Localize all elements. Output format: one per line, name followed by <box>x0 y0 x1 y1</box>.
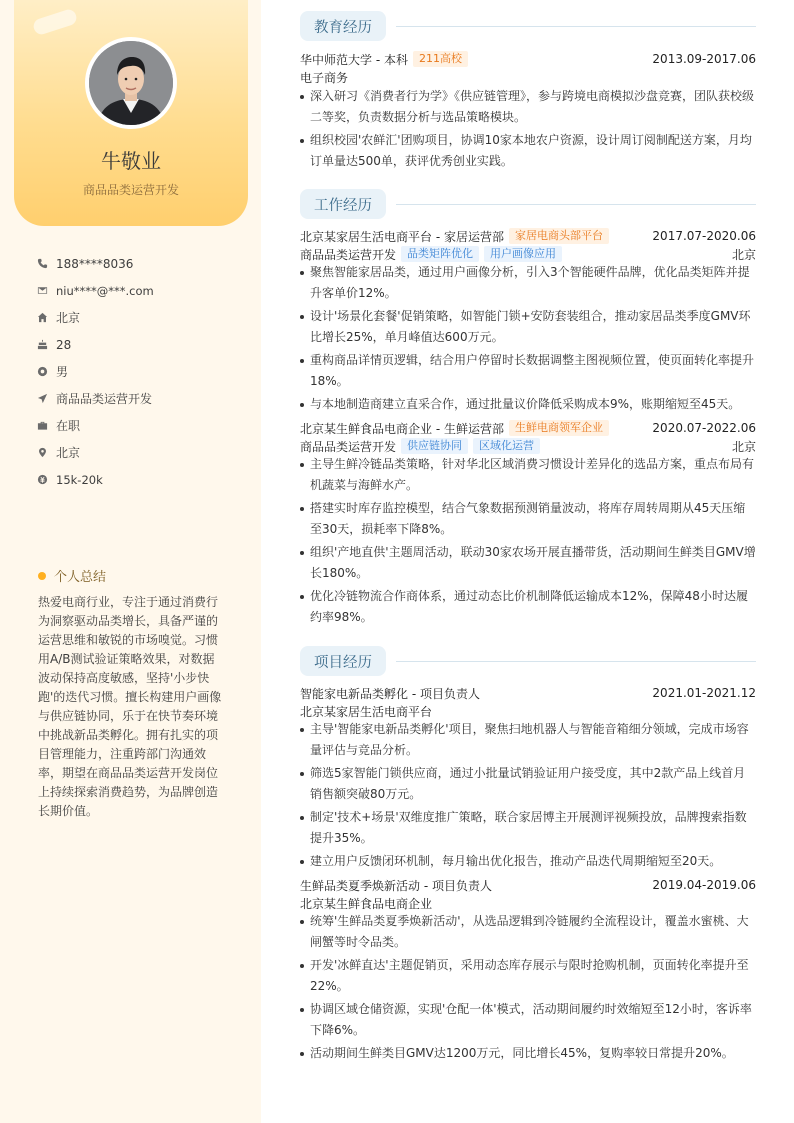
job-entry-header <box>300 227 756 245</box>
education-period: 2013.09-2017.06 <box>652 52 756 66</box>
project-org: 北京某家居生活电商平台 <box>300 704 433 719</box>
info-phone-text: 188****8036 <box>56 256 134 271</box>
info-status-text: 在职 <box>56 419 81 433</box>
list-item: 优化冷链物流合作商体系，通过动态比价机制降低运输成本12%，保障48小时达履约率98%。 <box>300 586 756 628</box>
gender-icon <box>36 366 48 378</box>
job-company: 北京某家居生活电商平台 - 家居运营部 <box>300 229 504 244</box>
list-item: 统筹'生鲜品类夏季焕新活动'，从选品逻辑到冷链履约全流程设计，覆盖水蜜桃、大闸蟹等时令品类。 <box>300 911 756 953</box>
info-email <box>36 277 154 304</box>
home-icon <box>36 312 48 324</box>
mail-icon <box>36 285 48 297</box>
list-item: 重构商品详情页逻辑，结合用户停留时长数据调整主图视频位置，使页面转化率提升18%。 <box>300 350 756 392</box>
project-period: 2021.01-2021.12 <box>652 686 756 700</box>
summary-heading <box>38 566 106 585</box>
education-major: 电子商务 <box>300 70 349 85</box>
list-item: 活动期间生鲜类目GMV达1200万元，同比增长45%，复购率较日常提升20%。 <box>300 1043 756 1064</box>
education-bullets <box>300 86 756 174</box>
info-age-text: 28 <box>56 337 72 352</box>
job-period: 2020.07-2022.06 <box>652 421 756 435</box>
role-tag: 供应链协同 <box>401 438 468 454</box>
info-target-city-text: 北京 <box>56 446 81 460</box>
avatar <box>85 37 177 129</box>
info-gender <box>36 358 154 385</box>
project-bullets <box>300 911 756 1066</box>
list-item: 深入研习《消费者行为学》《供应链管理》，参与跨境电商模拟沙盘竞赛，团队获校级二等奖，负责数据分析与选品策略模块。 <box>300 86 756 128</box>
project-period: 2019.04-2019.06 <box>652 878 756 892</box>
list-item: 聚焦智能家居品类，通过用户画像分析，引入3个智能硬件品牌，优化品类矩阵并提升客单价12%。 <box>300 262 756 304</box>
projects-section-header <box>300 646 756 676</box>
project-bullets <box>300 719 756 874</box>
school-tag: 211高校 <box>413 51 468 67</box>
company-tag: 家居电商头部平台 <box>509 228 609 244</box>
briefcase-icon <box>36 420 48 432</box>
list-item: 主导'智能家电新品类孵化'项目，聚焦扫地机器人与智能音箱细分领域，完成市场容量评估与竞品分析。 <box>300 719 756 761</box>
role-tag: 用户画像应用 <box>484 246 562 262</box>
info-status <box>36 412 154 439</box>
info-phone <box>36 250 154 277</box>
project-name: 生鲜品类夏季焕新活动 - 项目负责人 <box>300 878 492 893</box>
work-section-header <box>300 189 756 219</box>
location-pin-icon <box>36 447 48 459</box>
info-age <box>36 331 154 358</box>
job-role: 商品品类运营开发 <box>300 247 397 262</box>
education-section-header <box>300 11 756 41</box>
sidebar <box>0 0 261 1123</box>
list-item: 筛选5家智能门锁供应商，通过小批量试销验证用户接受度，其中2款产品上线首月销售额突破80万元。 <box>300 763 756 805</box>
project-entry-header <box>300 876 756 894</box>
summary-title: 个人总结 <box>54 570 107 585</box>
job-company: 北京某生鲜食品电商企业 - 生鲜运营部 <box>300 421 504 436</box>
list-item: 主导生鲜冷链品类策略，针对华北区域消费习惯设计差异化的选品方案，重点布局有机蔬菜与海鲜水产。 <box>300 454 756 496</box>
project-name: 智能家电新品类孵化 - 项目负责人 <box>300 686 480 701</box>
list-item: 与本地制造商建立直采合作，通过批量议价降低采购成本9%，账期缩短至45天。 <box>300 394 756 415</box>
projects-section-title: 项目经历 <box>300 646 386 676</box>
job-role-row <box>300 245 756 263</box>
education-section-title: 教育经历 <box>300 11 386 41</box>
divider <box>396 26 756 27</box>
info-gender-text: 男 <box>56 365 69 379</box>
money-icon <box>36 474 48 486</box>
divider <box>396 661 756 662</box>
project-entry-header <box>300 684 756 702</box>
cake-icon <box>36 339 48 351</box>
info-target-position-text: 商品品类运营开发 <box>56 392 153 406</box>
project-org: 北京某生鲜食品电商企业 <box>300 896 433 911</box>
list-item: 搭建实时库存监控模型，结合气象数据预测销量波动，将库存周转周期从45天压缩至30天，损耗率下降8%。 <box>300 498 756 540</box>
contact-info-list <box>36 250 154 493</box>
send-icon <box>36 393 48 405</box>
list-item: 建立用户反馈闭环机制，每月输出优化报告，推动产品迭代周期缩短至20天。 <box>300 851 756 872</box>
job-city: 北京 <box>731 439 756 454</box>
list-item: 设计'场景化套餐'促销策略，如智能门锁+安防套装组合，推动家居品类季度GMV环比增长25%，单月峰值达600万元。 <box>300 306 756 348</box>
profile-name: 牛敬业 <box>101 149 161 173</box>
school-name: 华中师范大学 - 本科 <box>300 52 408 67</box>
job-city: 北京 <box>731 247 756 262</box>
job-period: 2017.07-2020.06 <box>652 229 756 243</box>
info-home-text: 北京 <box>56 311 81 325</box>
role-tag: 品类矩阵优化 <box>401 246 479 262</box>
job-role-row <box>300 437 756 455</box>
list-item: 开发'冰鲜直达'主题促销页，采用动态库存展示与限时抢购机制，页面转化率提升至22%。 <box>300 955 756 997</box>
info-home <box>36 304 154 331</box>
list-item: 组织校园'农鲜汇'团购项目，协调10家本地农户资源，设计周订阅制配送方案，月均订单量达500单，获评优秀创业实践。 <box>300 130 756 172</box>
info-email-text: niu****@***.com <box>56 283 154 298</box>
job-entry-header <box>300 419 756 437</box>
role-tag: 区域化运营 <box>473 438 540 454</box>
info-salary <box>36 466 154 493</box>
list-item: 协调区域仓储资源，实现'仓配一体'模式，活动期间履约时效缩短至12小时，客诉率下降6%。 <box>300 999 756 1041</box>
info-salary-text: 15k-20k <box>56 472 103 487</box>
summary-text: 热爱电商行业，专注于通过消费行为洞察驱动品类增长，具备严谨的运营思维和敏锐的市场嗅觉。习惯用A/B测试验证策略效果，对数据波动保持高度敏感，坚持'小步快跑'的迭代习惯。擅长构建用户画像与供应链协同，乐于在快节奏环境中挑战新品类孵化。拥有扎实的项目管理能力，注重跨部门沟通效率，期望在商品品类运营开发岗位上持续探索消费趋势，为品牌创造长期价值。 <box>38 595 222 818</box>
job-bullets <box>300 262 756 417</box>
profile-headline: 商品品类运营开发 <box>82 183 179 197</box>
job-bullets <box>300 454 756 630</box>
list-item: 组织'产地直供'主题周活动，联动30家农场开展直播带货，活动期间生鲜类目GMV增长180%。 <box>300 542 756 584</box>
company-tag: 生鲜电商领军企业 <box>509 420 609 436</box>
education-entry-header <box>300 50 756 68</box>
work-section-title: 工作经历 <box>300 189 386 219</box>
info-target-city <box>36 439 154 466</box>
list-item: 制定'技术+场景'双维度推广策略，联合家居博主开展测评视频投放，品牌搜索指数提升35%。 <box>300 807 756 849</box>
job-role: 商品品类运营开发 <box>300 439 397 454</box>
dot-icon <box>38 572 46 580</box>
info-target-position <box>36 385 154 412</box>
phone-icon <box>36 258 48 270</box>
avatar-photo <box>89 41 173 125</box>
divider <box>396 204 756 205</box>
